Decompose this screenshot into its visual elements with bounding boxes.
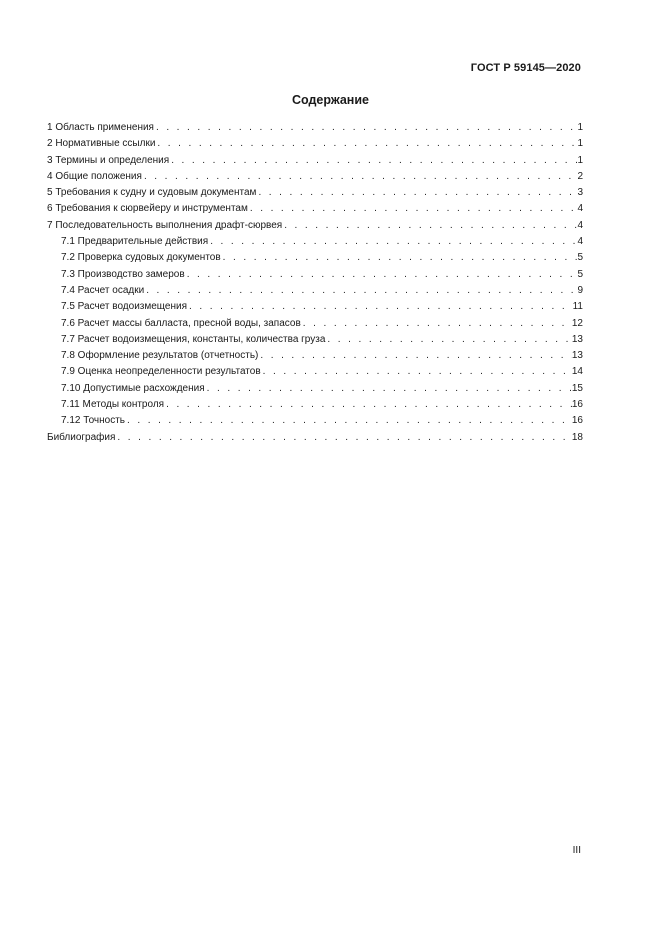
- toc-leader-dots: [205, 381, 572, 397]
- toc-entry-page: 13: [571, 333, 583, 345]
- toc-entry[interactable]: [47, 267, 583, 283]
- toc-leader-dots: [185, 267, 578, 283]
- toc-entry[interactable]: [47, 364, 583, 380]
- toc-entry-page: 2: [577, 170, 583, 182]
- toc-entry-label: 7.12 Точность: [61, 415, 125, 427]
- toc-entry[interactable]: [47, 218, 583, 234]
- toc-entry[interactable]: [47, 250, 583, 266]
- toc-entry-label: 7.1 Предварительные действия: [61, 236, 209, 248]
- toc-entry[interactable]: [47, 136, 583, 152]
- toc-entry-label: 7.5 Расчет водоизмещения: [61, 301, 188, 313]
- toc-entry[interactable]: [47, 430, 583, 446]
- toc-entry-page: 16: [571, 415, 583, 427]
- toc-leader-dots: [261, 364, 572, 380]
- toc-entry[interactable]: [47, 169, 583, 185]
- toc-entry[interactable]: [47, 397, 583, 413]
- toc-entry-label: 6 Требования к сюрвейеру и инструментам: [47, 203, 248, 215]
- toc-leader-dots: [144, 283, 577, 299]
- toc-entry-label: 4 Общие положения: [47, 170, 142, 182]
- toc-entry-page: 13: [571, 350, 583, 362]
- toc-entry-page: 5: [577, 252, 583, 264]
- toc-entry-page: 1: [577, 154, 583, 166]
- toc-leader-dots: [221, 250, 578, 266]
- toc-entry-label: 7.6 Расчет массы балласта, пресной воды, запасов: [61, 317, 301, 329]
- toc-leader-dots: [325, 332, 571, 348]
- toc-entry-page: 4: [577, 236, 583, 248]
- toc-entry-label: Библиография: [47, 431, 116, 443]
- toc-entry-label: 7.3 Производство замеров: [61, 268, 185, 280]
- toc-entry[interactable]: [47, 185, 583, 201]
- toc-leader-dots: [125, 413, 572, 429]
- toc-entry[interactable]: [47, 332, 583, 348]
- toc-entry[interactable]: [47, 120, 583, 136]
- toc-entry-page: 4: [577, 219, 583, 231]
- toc-leader-dots: [301, 316, 572, 332]
- toc-entry[interactable]: [47, 299, 583, 315]
- standard-number: ГОСТ Р 59145—2020: [470, 62, 581, 74]
- toc-leader-dots: [256, 185, 577, 201]
- toc-entry-page: 18: [571, 431, 583, 443]
- toc-leader-dots: [282, 218, 577, 234]
- toc-entry-page: 16: [571, 399, 583, 411]
- toc-entry[interactable]: [47, 348, 583, 364]
- toc-entry[interactable]: [47, 381, 583, 397]
- toc-entry-page: 4: [577, 203, 583, 215]
- toc-leader-dots: [169, 153, 577, 169]
- toc-entry[interactable]: [47, 316, 583, 332]
- toc-entry[interactable]: [47, 234, 583, 250]
- toc-entry-page: 9: [577, 284, 583, 296]
- page-number: III: [572, 845, 581, 856]
- toc-entry[interactable]: [47, 201, 583, 217]
- toc-entry-label: 7.2 Проверка судовых документов: [61, 252, 221, 264]
- toc-entry-page: 15: [571, 382, 583, 394]
- toc-leader-dots: [258, 348, 572, 364]
- toc-leader-dots: [142, 169, 578, 185]
- toc-leader-dots: [208, 234, 577, 250]
- toc-entry[interactable]: [47, 153, 583, 169]
- toc-entry-label: 7 Последовательность выполнения драфт-сюрвея: [47, 219, 283, 231]
- toc-leader-dots: [164, 397, 572, 413]
- toc-entry-label: 7.4 Расчет осадки: [61, 284, 145, 296]
- toc-leader-dots: [154, 120, 577, 136]
- toc-entry-page: 11: [572, 301, 583, 313]
- toc-entry-label: 7.10 Допустимые расхождения: [61, 382, 205, 394]
- toc-entry-page: 3: [577, 187, 583, 199]
- toc-entry-label: 1 Область применения: [47, 122, 154, 133]
- toc-entry-label: 2 Нормативные ссылки: [47, 138, 156, 150]
- toc-entry-label: 7.9 Оценка неопределенности результатов: [61, 366, 261, 378]
- toc-leader-dots: [187, 299, 573, 315]
- table-of-contents: [47, 120, 583, 446]
- toc-entry-label: 3 Термины и определения: [47, 154, 170, 166]
- toc-leader-dots: [155, 136, 577, 152]
- toc-entry-label: 7.8 Оформление результатов (отчетность): [61, 350, 259, 362]
- toc-entry-page: 1: [577, 122, 583, 133]
- toc-entry-label: 7.7 Расчет водоизмещения, константы, количества груза: [61, 333, 326, 345]
- toc-entry[interactable]: [47, 413, 583, 429]
- toc-entry-label: 7.11 Методы контроля: [61, 399, 165, 411]
- toc-entry-page: 12: [571, 317, 583, 329]
- toc-title: Содержание: [291, 93, 369, 107]
- toc-leader-dots: [248, 201, 578, 217]
- toc-entry-page: 1: [577, 138, 583, 150]
- toc-entry-label: 5 Требования к судну и судовым документам: [47, 187, 257, 199]
- toc-leader-dots: [115, 430, 571, 446]
- toc-entry-page: 5: [577, 268, 583, 280]
- toc-entry-page: 14: [571, 366, 583, 378]
- toc-entry[interactable]: [47, 283, 583, 299]
